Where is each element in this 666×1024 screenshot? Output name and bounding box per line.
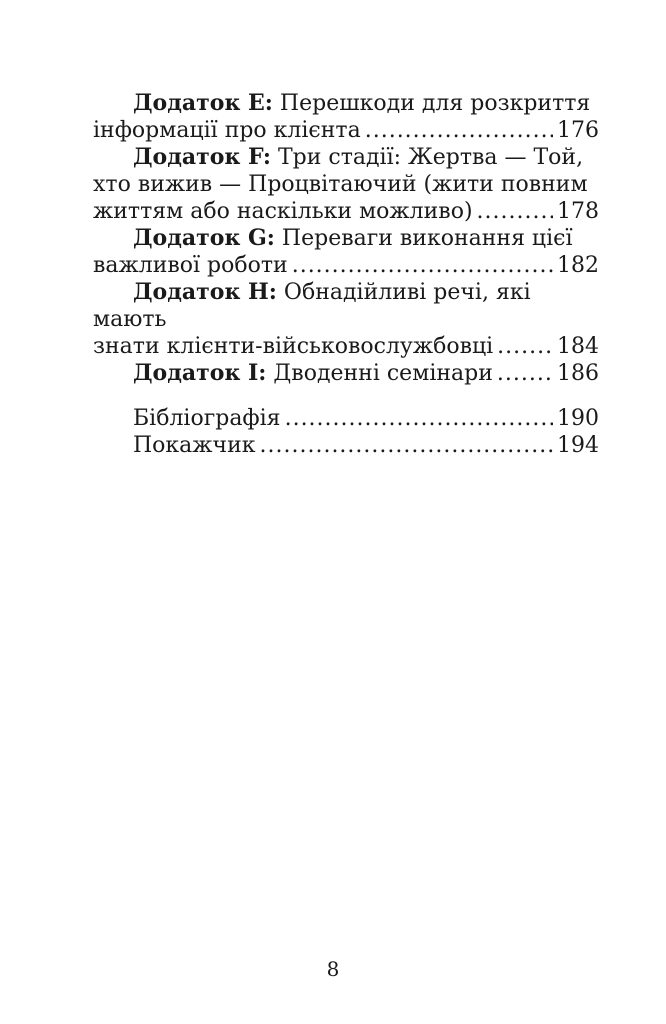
toc-page-number: 178: [557, 199, 599, 224]
toc-entry-last-line: [93, 333, 599, 360]
toc-entry-title: Обнадійливі речі, які мають: [93, 280, 531, 332]
toc-spacer: [93, 387, 599, 405]
toc-entry-label: Додаток E:: [133, 90, 273, 116]
toc-entry-title-cont: важливої роботи: [93, 253, 288, 278]
toc-entry-title: Бібліографія: [133, 406, 281, 431]
dot-leader: [497, 333, 553, 360]
page-number: 8: [326, 957, 340, 981]
toc-page-number: 184: [557, 334, 599, 359]
table-of-contents: [93, 90, 599, 459]
toc-entry-heading: [93, 90, 599, 117]
toc-entry-label: Додаток G:: [133, 225, 275, 251]
toc-entry-last-line: [93, 360, 599, 387]
toc-entry-last-line: [93, 198, 599, 225]
toc-entry-appendix-i[interactable]: [93, 360, 599, 387]
toc-entry-title-cont: знати клієнти-військовослужбовці: [93, 334, 494, 359]
dot-leader: [260, 432, 554, 459]
toc-entry-title: Переваги виконання цієї: [281, 226, 573, 251]
toc-entry-appendix-g[interactable]: [93, 225, 599, 279]
dot-leader: [365, 117, 553, 144]
toc-entry-heading: [93, 225, 599, 252]
toc-page-number: 182: [557, 253, 599, 278]
toc-entry-label: Додаток I:: [133, 360, 267, 386]
toc-entry-heading: [93, 144, 599, 171]
toc-page-number: 186: [557, 361, 599, 386]
toc-entry-title: Три стадії: Жертва — Той,: [277, 145, 584, 170]
toc-entry-appendix-h[interactable]: [93, 279, 599, 360]
dot-leader: [285, 405, 553, 432]
toc-entry-title-cont: життям або наскільки можливо): [93, 199, 473, 224]
toc-entry-title: Покажчик: [133, 433, 256, 458]
toc-entry-bibliography[interactable]: [93, 405, 599, 432]
toc-entry-last-line: [93, 252, 599, 279]
toc-entry-title-cont: інформації про клієнта: [93, 118, 361, 143]
toc-entry-appendix-f[interactable]: [93, 144, 599, 225]
toc-page-number: 190: [557, 406, 599, 431]
toc-entry-label: Додаток F:: [133, 144, 271, 170]
dot-leader: [477, 198, 553, 225]
toc-entry-last-line: [93, 117, 599, 144]
toc-page-number: 194: [557, 433, 599, 458]
toc-entry-appendix-e[interactable]: [93, 90, 599, 144]
toc-entry-title: Перешкоди для розкриття: [279, 91, 591, 116]
toc-entry-title: Дводенні семінари: [273, 361, 493, 386]
toc-page-number: 176: [557, 118, 599, 143]
toc-entry-heading: [93, 279, 599, 333]
dot-leader: [292, 252, 553, 279]
toc-entry-label: Додаток H:: [133, 279, 277, 305]
toc-entry-index[interactable]: [93, 432, 599, 459]
dot-leader: [497, 360, 553, 387]
toc-entry-heading: [93, 360, 493, 387]
toc-entry-title-cont: хто вижив — Процвітаючий (жити повним: [93, 172, 588, 197]
